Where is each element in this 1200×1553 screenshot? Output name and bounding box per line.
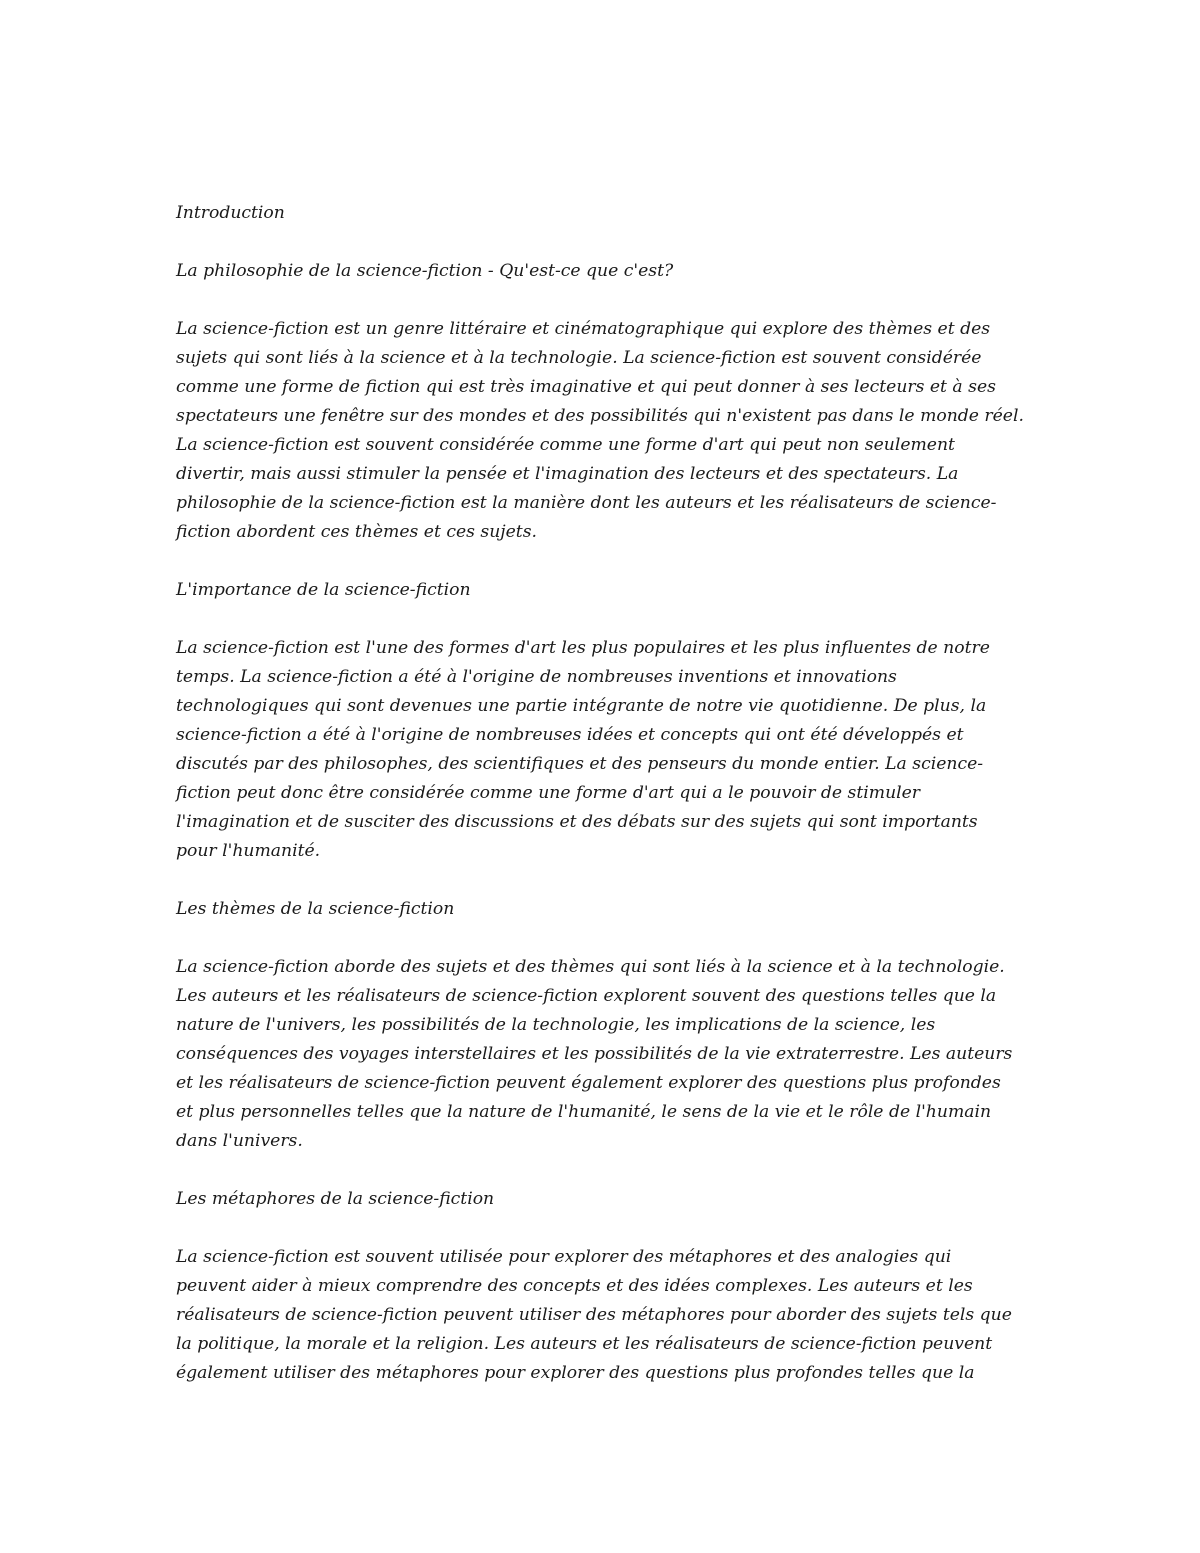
text-line: La science-fiction aborde des sujets et des thèmes qui sont liés à la science et à la technologie.	[176, 957, 1005, 977]
text-line: La science-fiction est un genre littéraire et cinématographique qui explore des thèmes et des	[176, 319, 991, 339]
text-line: spectateurs une fenêtre sur des mondes et des possibilités qui n'existent pas dans le monde réel.	[176, 406, 1024, 426]
text-line: sujets qui sont liés à la science et à la technologie. La science-fiction est souvent considérée	[176, 348, 982, 368]
text-line: Les métaphores de la science-fiction	[176, 1189, 495, 1209]
paragraph-metaphors	[176, 1243, 1026, 1388]
text-line: et plus personnelles telles que la nature de l'humanité, le sens de la vie et le rôle de l'humain	[176, 1102, 992, 1122]
text-line: La science-fiction est souvent utilisée pour explorer des métaphores et des analogies qui	[176, 1247, 952, 1267]
text-line: Introduction	[176, 203, 285, 223]
heading-philosophy	[176, 257, 1026, 286]
text-line: Les auteurs et les réalisateurs de science-fiction explorent souvent des questions telles que la	[176, 986, 997, 1006]
paragraph-themes	[176, 953, 1026, 1156]
text-line: pour l'humanité.	[176, 841, 321, 861]
heading-themes	[176, 895, 1026, 924]
text-line: également utiliser des métaphores pour explorer des questions plus profondes telles que la	[176, 1363, 975, 1383]
text-line: La science-fiction est l'une des formes d'art les plus populaires et les plus influentes de notre	[176, 638, 990, 658]
heading-metaphors	[176, 1185, 1026, 1214]
text-line: la politique, la morale et la religion. Les auteurs et les réalisateurs de science-fiction peuvent	[176, 1334, 993, 1354]
text-line: technologiques qui sont devenues une partie intégrante de notre vie quotidienne. De plus, la	[176, 696, 987, 716]
text-line: fiction abordent ces thèmes et ces sujets.	[176, 522, 537, 542]
text-line: conséquences des voyages interstellaires et les possibilités de la vie extraterrestre. Les auteurs	[176, 1044, 1013, 1064]
text-line: comme une forme de fiction qui est très imaginative et qui peut donner à ses lecteurs et à ses	[176, 377, 996, 397]
text-line: La science-fiction est souvent considérée comme une forme d'art qui peut non seulement	[176, 435, 955, 455]
text-line: La philosophie de la science-fiction - Qu'est-ce que c'est?	[176, 261, 674, 281]
document-page	[176, 199, 1026, 1417]
text-line: et les réalisateurs de science-fiction peuvent également explorer des questions plus profondes	[176, 1073, 1001, 1093]
text-line: L'importance de la science-fiction	[176, 580, 471, 600]
text-line: temps. La science-fiction a été à l'origine de nombreuses inventions et innovations	[176, 667, 897, 687]
heading-importance	[176, 576, 1026, 605]
text-line: science-fiction a été à l'origine de nombreuses idées et concepts qui ont été développés et	[176, 725, 964, 745]
text-line: philosophie de la science-fiction est la manière dont les auteurs et les réalisateurs de science-	[176, 493, 997, 513]
text-line: l'imagination et de susciter des discussions et des débats sur des sujets qui sont importants	[176, 812, 978, 832]
text-line: fiction peut donc être considérée comme une forme d'art qui a le pouvoir de stimuler	[176, 783, 921, 803]
paragraph-philosophy	[176, 315, 1026, 547]
heading-introduction	[176, 199, 1026, 228]
text-line: dans l'univers.	[176, 1131, 303, 1151]
text-line: discutés par des philosophes, des scientifiques et des penseurs du monde entier. La science-	[176, 754, 984, 774]
paragraph-importance	[176, 634, 1026, 866]
text-line: peuvent aider à mieux comprendre des concepts et des idées complexes. Les auteurs et les	[176, 1276, 973, 1296]
text-line: nature de l'univers, les possibilités de la technologie, les implications de la science, les	[176, 1015, 936, 1035]
text-line: Les thèmes de la science-fiction	[176, 899, 455, 919]
text-line: réalisateurs de science-fiction peuvent utiliser des métaphores pour aborder des sujets tels que	[176, 1305, 1012, 1325]
text-line: divertir, mais aussi stimuler la pensée et l'imagination des lecteurs et des spectateurs. La	[176, 464, 959, 484]
